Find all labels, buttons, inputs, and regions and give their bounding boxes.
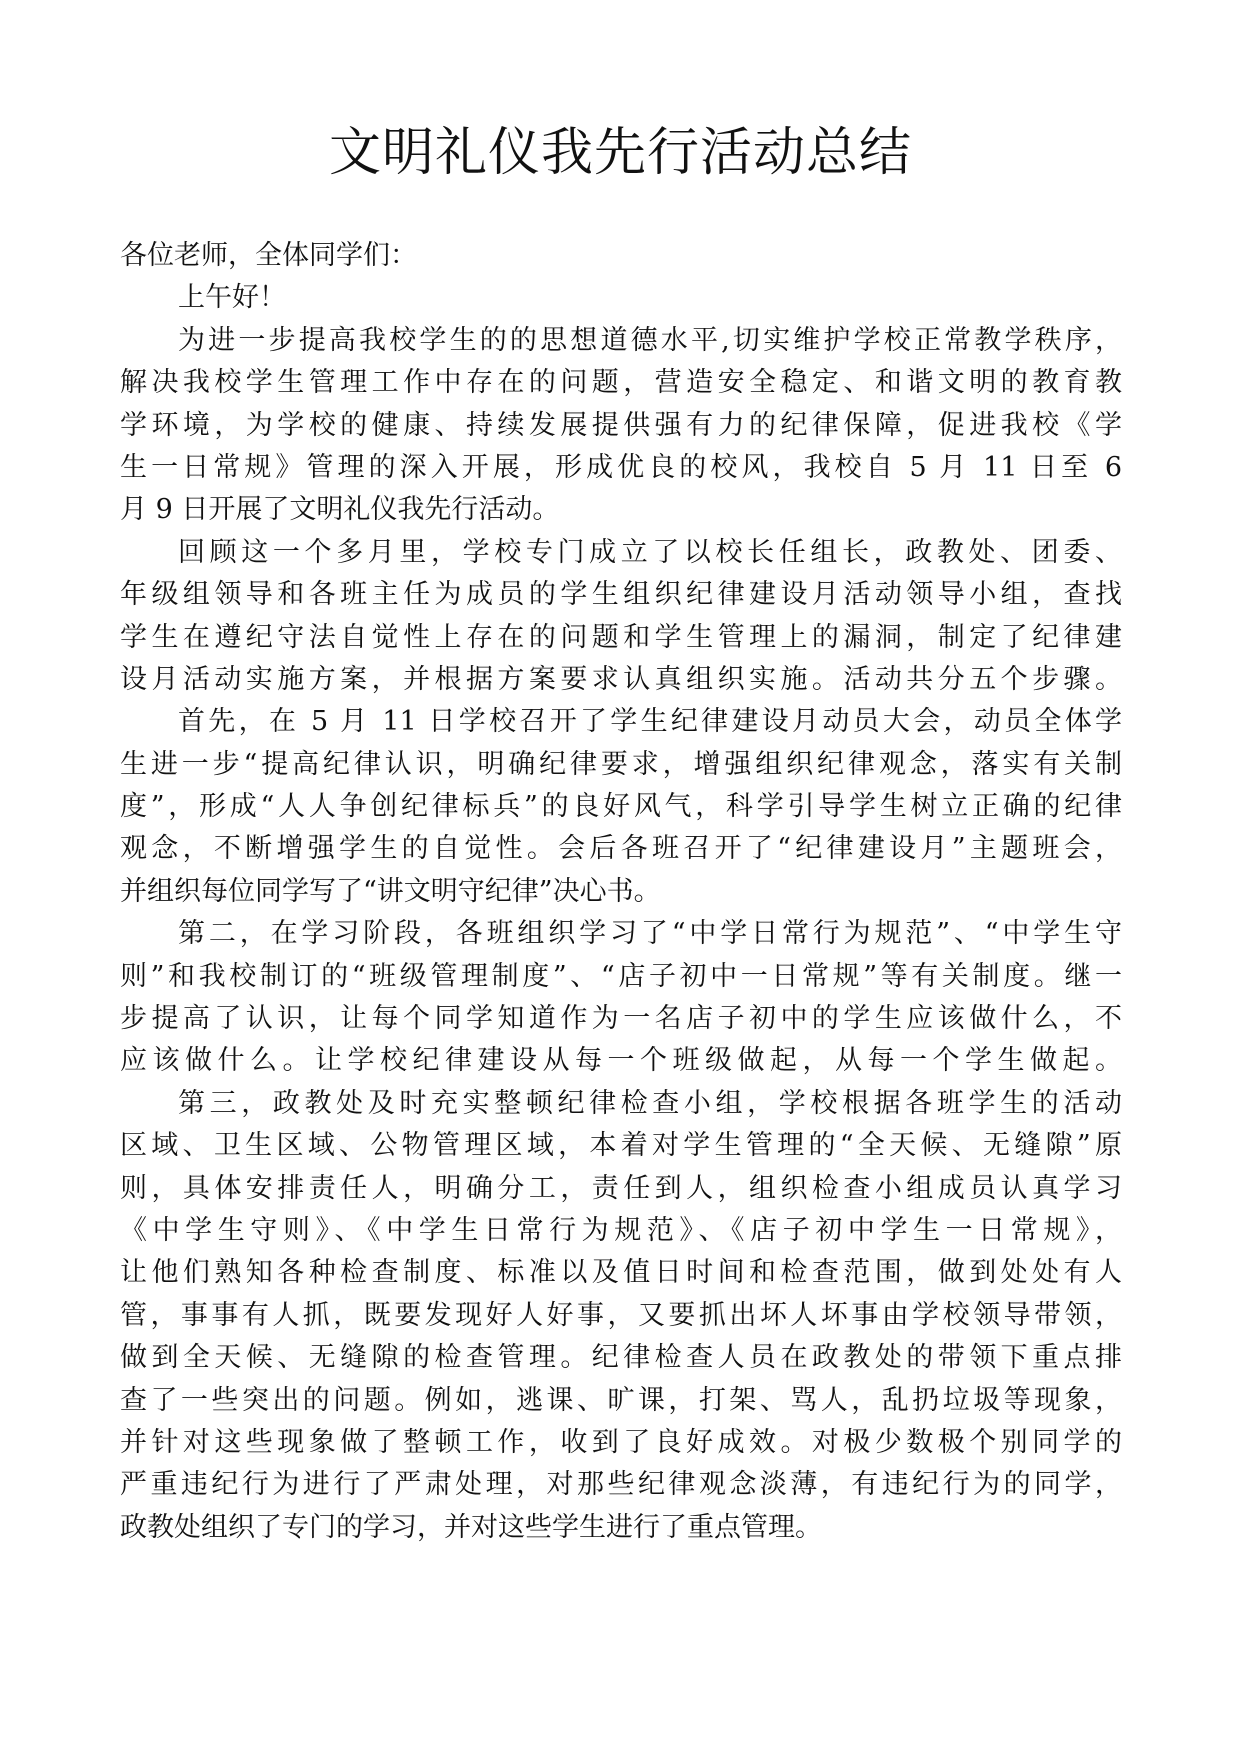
paragraph-line: 查了一些突出的问题。例如，逃课、旷课，打架、骂人，乱扔垃圾等现象， (120, 1384, 1122, 1416)
salutation: 各位老师，全体同学们： (120, 240, 417, 271)
paragraph-line: 并组织每位同学写了“讲文明守纪律”决心书。 (120, 875, 661, 907)
paragraph-line: 则，具体安排责任人，明确分工，责任到人，组织检查小组成员认真学习 (120, 1172, 1122, 1204)
paragraph-line: 为进一步提高我校学生的的思想道德水平,切实维护学校正常教学秩序， (178, 324, 1122, 356)
paragraph-line: 生一日常规》管理的深入开展，形成优良的校风，我校自 5 月 11 日至 6 (120, 451, 1122, 483)
paragraph-line: 月 9 日开展了文明礼仪我先行活动。 (120, 494, 560, 526)
paragraph-line: 严重违纪行为进行了严肃处理，对那些纪律观念淡薄，有违纪行为的同学， (120, 1469, 1122, 1501)
paragraph-line: 并针对这些现象做了整顿工作，收到了良好成效。对极少数极个别同学的 (120, 1426, 1122, 1458)
paragraph-line: 学环境，为学校的健康、持续发展提供强有力的纪律保障，促进我校《学 (120, 409, 1122, 441)
greeting: 上午好！ (178, 282, 286, 314)
paragraph-line: 回顾这一个多月里，学校专门成立了以校长任组长，政教处、团委、 (178, 536, 1122, 568)
paragraph-line: 政教处组织了专门的学习，并对这些学生进行了重点管理。 (120, 1511, 822, 1543)
paragraph-line: 区域、卫生区域、公物管理区域，本着对学生管理的“全天候、无缝隙”原 (120, 1130, 1122, 1162)
paragraph-line: 步提高了认识，让每个同学知道作为一名店子初中的学生应该做什么，不 (120, 1003, 1122, 1035)
paragraph-line: 第二，在学习阶段，各班组织学习了“中学日常行为规范”、“中学生守 (178, 918, 1122, 950)
document-body (120, 235, 1122, 1549)
paragraph-line: 生进一步“提高纪律认识，明确纪律要求，增强组织纪律观念，落实有关制 (120, 748, 1122, 780)
paragraph-line: 首先，在 5 月 11 日学校召开了学生纪律建设月动员大会，动员全体学 (178, 706, 1122, 738)
paragraph-line: 学生在遵纪守法自觉性上存在的问题和学生管理上的漏洞，制定了纪律建 (120, 621, 1122, 653)
paragraph-line: 度”，形成“人人争创纪律标兵”的良好风气，科学引导学生树立正确的纪律 (120, 791, 1122, 823)
paragraph-line: 解决我校学生管理工作中存在的问题，营造安全稳定、和谐文明的教育教 (120, 367, 1122, 399)
paragraph-line: 让他们熟知各种检查制度、标准以及值日时间和检查范围，做到处处有人 (120, 1257, 1122, 1289)
paragraph-line: 《中学生守则》、《中学生日常行为规范》、《店子初中学生一日常规》， (120, 1214, 1122, 1246)
paragraph-line: 观念，不断增强学生的自觉性。会后各班召开了“纪律建设月”主题班会， (120, 833, 1122, 865)
paragraph-line: 设月活动实施方案，并根据方案要求认真组织实施。活动共分五个步骤。 (120, 663, 1122, 695)
paragraph-line: 应该做什么。让学校纪律建设从每一个班级做起，从每一个学生做起。 (120, 1045, 1122, 1077)
paragraph-line: 则”和我校制订的“班级管理制度”、“店子初中一日常规”等有关制度。继一 (120, 960, 1122, 992)
paragraph-line: 年级组领导和各班主任为成员的学生组织纪律建设月活动领导小组，查找 (120, 579, 1122, 611)
paragraph-line: 做到全天候、无缝隙的检查管理。纪律检查人员在政教处的带领下重点排 (120, 1342, 1122, 1374)
paragraph-line: 第三，政教处及时充实整顿纪律检查小组，学校根据各班学生的活动 (178, 1087, 1122, 1119)
document-title: 文明礼仪我先行活动总结 (328, 123, 912, 183)
paragraph-line: 管，事事有人抓，既要发现好人好事，又要抓出坏人坏事由学校领导带领， (120, 1299, 1122, 1331)
